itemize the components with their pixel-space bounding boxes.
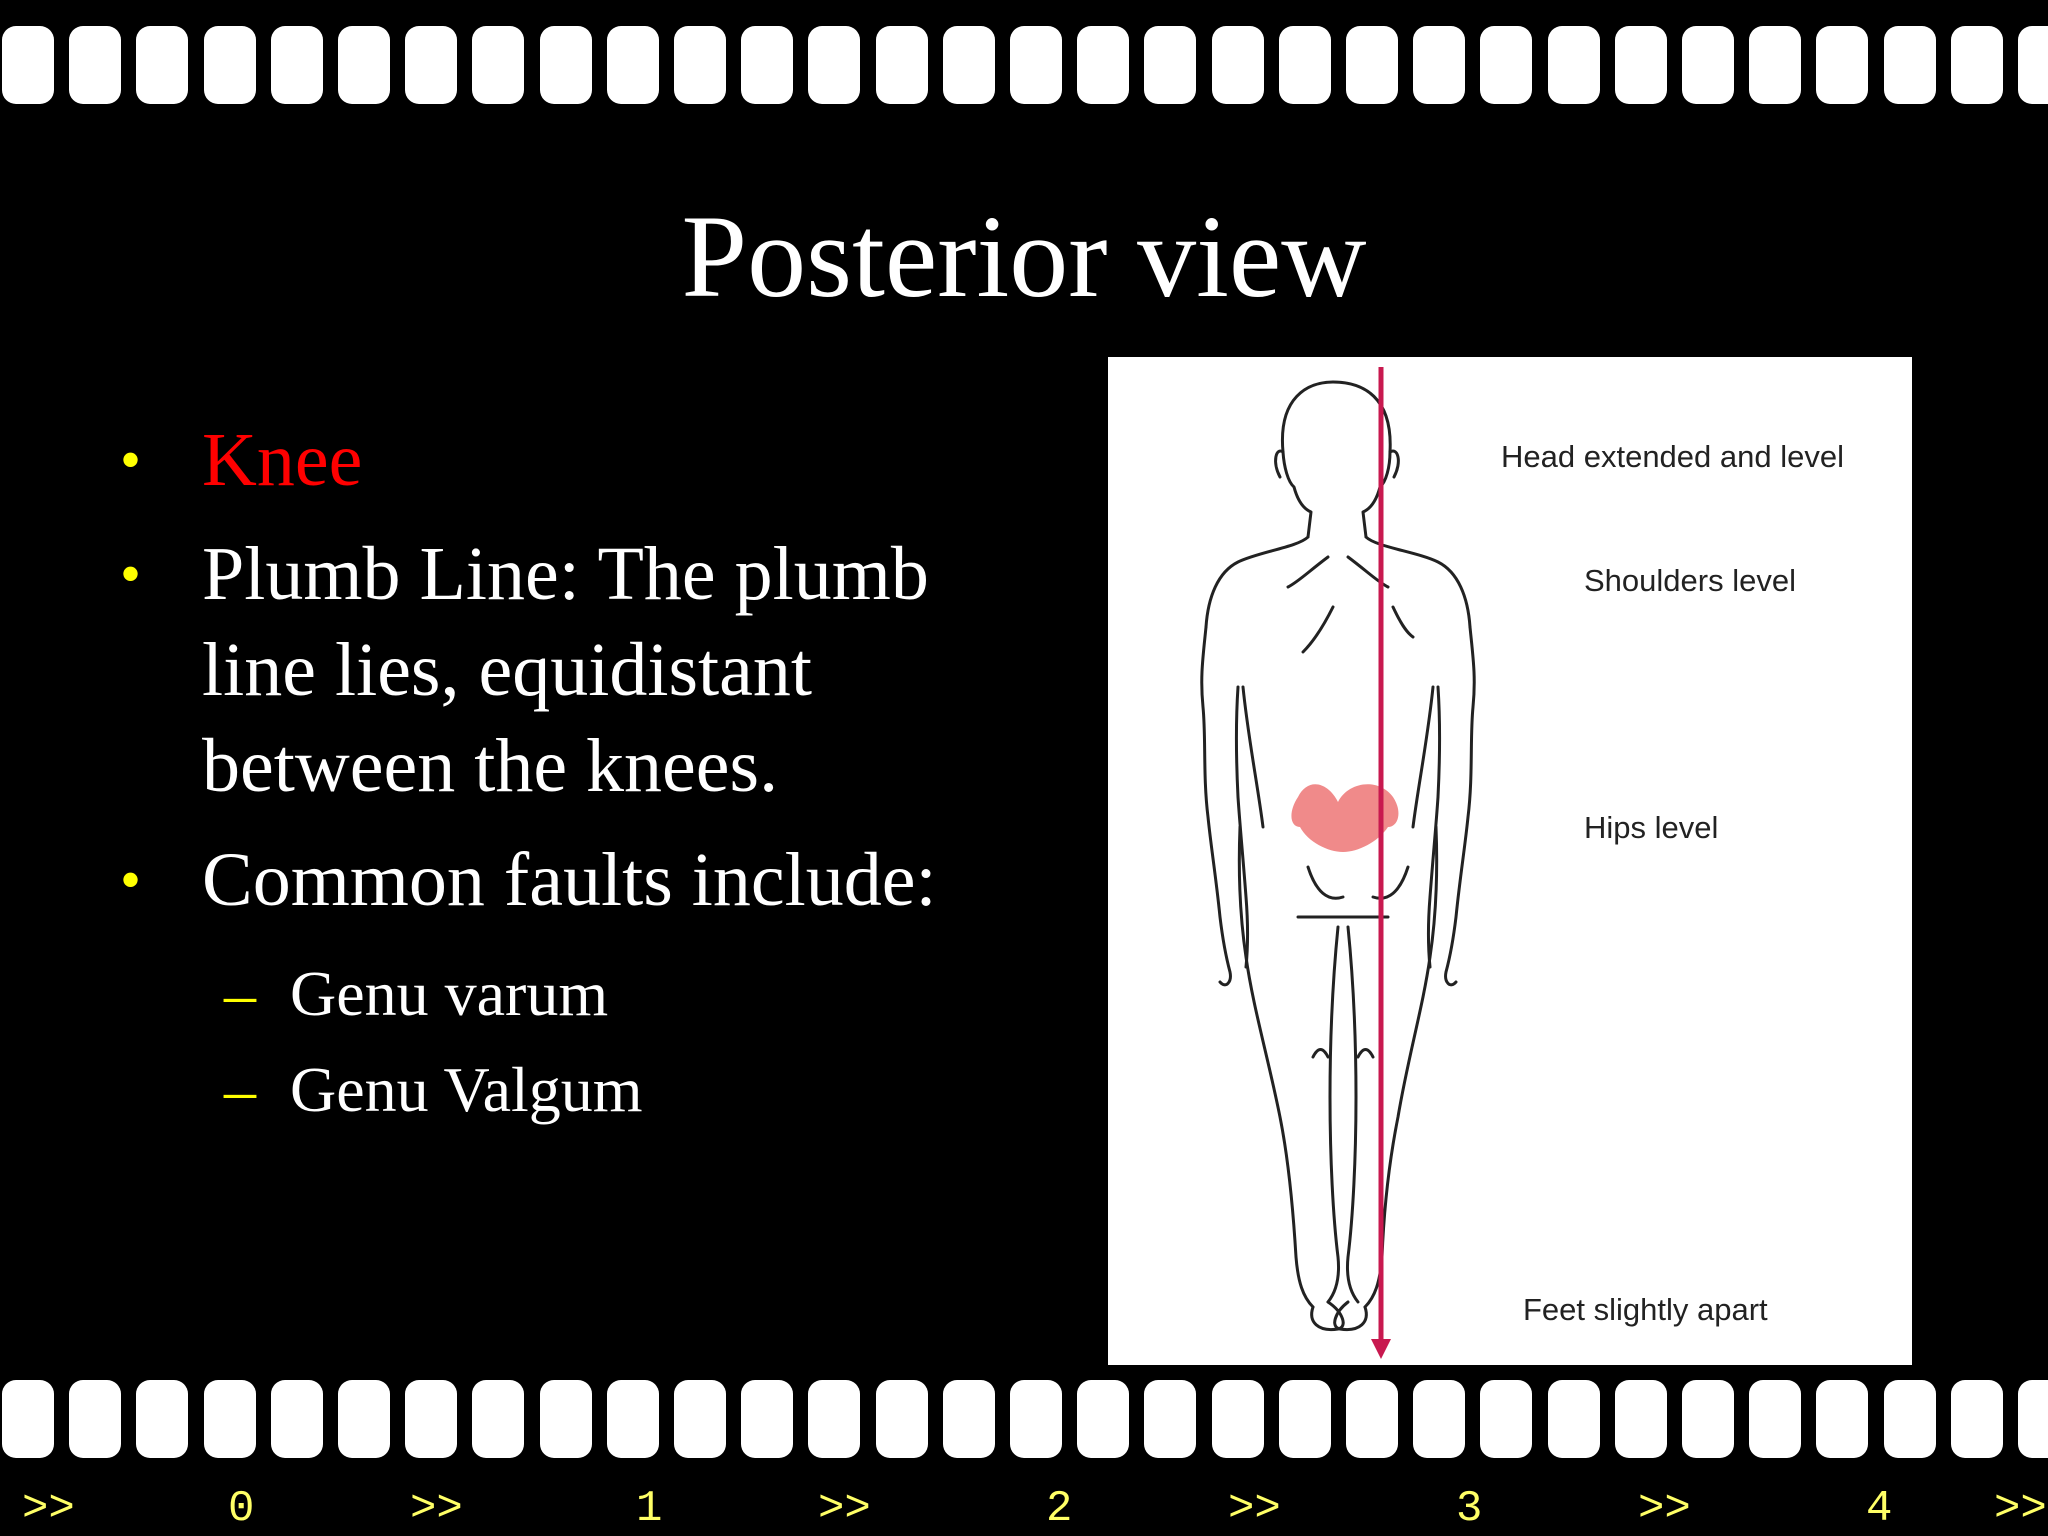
bullet-text: Plumb Line: The plumb line lies, equidistant between the knees. [202, 532, 929, 808]
sprocket-hole [674, 26, 726, 104]
sprocket-hole [1279, 1380, 1331, 1458]
sprocket-hole [1951, 26, 2003, 104]
bullet-item-knee [120, 412, 1020, 508]
sub-bullet-text: Genu Valgum [290, 1054, 643, 1125]
sprocket-hole [1077, 26, 1129, 104]
sprocket-hole [2, 26, 54, 104]
plumb-line-arrowhead [1371, 1339, 1391, 1359]
sub-bullet-genu-valgum [120, 1042, 1020, 1138]
sprocket-hole [2018, 26, 2048, 104]
counter-number: 2 [1046, 1484, 1073, 1534]
body-outline [1202, 382, 1474, 1330]
bullet-glyph: • [120, 427, 142, 493]
counter-arrow: >> [1638, 1484, 1691, 1534]
counter-arrow: >> [1228, 1484, 1281, 1534]
sprocket-hole [741, 1380, 793, 1458]
sprocket-hole [1548, 1380, 1600, 1458]
sprocket-hole [674, 1380, 726, 1458]
sprocket-hole [540, 26, 592, 104]
slide-title: Posterior view [681, 191, 1367, 322]
label-hips: Hips level [1584, 810, 1719, 845]
sub-bullet-text: Genu varum [290, 958, 609, 1029]
sprocket-hole [1816, 26, 1868, 104]
sprocket-hole [1884, 1380, 1936, 1458]
sprocket-hole [943, 26, 995, 104]
film-strip-top [0, 26, 2048, 106]
posture-figure [1108, 357, 1912, 1365]
bullet-list [120, 412, 1020, 1138]
sprocket-hole [136, 1380, 188, 1458]
sprocket-hole [1749, 26, 1801, 104]
sprocket-hole [204, 1380, 256, 1458]
sprocket-hole [808, 1380, 860, 1458]
sprocket-hole [1144, 1380, 1196, 1458]
sub-bullet-genu-varum [120, 946, 1020, 1042]
sprocket-hole [1480, 26, 1532, 104]
sprocket-hole [1413, 1380, 1465, 1458]
sprocket-hole [876, 1380, 928, 1458]
sprocket-hole [1413, 26, 1465, 104]
sprocket-hole [69, 1380, 121, 1458]
label-shoulders: Shoulders level [1584, 563, 1796, 598]
sprocket-hole [1144, 26, 1196, 104]
sprocket-hole [472, 26, 524, 104]
bullet-text: Knee [202, 418, 363, 502]
sprocket-hole [1615, 26, 1667, 104]
sprocket-hole [1212, 26, 1264, 104]
sprocket-hole [2018, 1380, 2048, 1458]
sprocket-hole [1615, 1380, 1667, 1458]
counter-number: 4 [1866, 1484, 1893, 1534]
sprocket-hole [741, 26, 793, 104]
sprocket-hole [607, 1380, 659, 1458]
counter-arrow: >> [1994, 1484, 2047, 1534]
sprocket-hole [204, 26, 256, 104]
sprocket-hole [69, 26, 121, 104]
sprocket-hole [1816, 1380, 1868, 1458]
bullet-item-plumb-line [120, 526, 1020, 814]
sprocket-hole [1548, 26, 1600, 104]
sprocket-hole [405, 26, 457, 104]
sprocket-hole [2, 1380, 54, 1458]
bullet-glyph: • [120, 847, 142, 913]
sprocket-hole [338, 1380, 390, 1458]
sprocket-hole [1010, 26, 1062, 104]
counter-arrow: >> [410, 1484, 463, 1534]
sprocket-hole [271, 26, 323, 104]
label-head: Head extended and level [1501, 439, 1844, 474]
sprocket-hole [607, 26, 659, 104]
sprocket-hole [1212, 1380, 1264, 1458]
sprocket-hole [876, 26, 928, 104]
sprocket-hole [1346, 26, 1398, 104]
label-feet: Feet slightly apart [1523, 1292, 1768, 1327]
counter-number: 3 [1456, 1484, 1483, 1534]
sprocket-hole [136, 26, 188, 104]
sprocket-hole [1749, 1380, 1801, 1458]
sprocket-hole [405, 1380, 457, 1458]
bullet-item-common-faults [120, 832, 1020, 928]
sprocket-hole [1279, 26, 1331, 104]
dash-glyph: – [224, 1054, 256, 1125]
sprocket-hole [808, 26, 860, 104]
body-outline-illustration [1108, 357, 1912, 1365]
sprocket-hole [1951, 1380, 2003, 1458]
frame-counter [0, 1484, 2048, 1536]
film-strip-bottom [0, 1380, 2048, 1460]
counter-number: 1 [636, 1484, 663, 1534]
bullet-glyph: • [120, 541, 142, 607]
counter-arrow: >> [22, 1484, 75, 1534]
sprocket-hole [540, 1380, 592, 1458]
sprocket-hole [1346, 1380, 1398, 1458]
sprocket-hole [1077, 1380, 1129, 1458]
sprocket-hole [1682, 26, 1734, 104]
bullet-text: Common faults include: [202, 838, 937, 922]
sprocket-hole [338, 26, 390, 104]
sprocket-hole [1884, 26, 1936, 104]
dash-glyph: – [224, 958, 256, 1029]
sprocket-hole [943, 1380, 995, 1458]
sprocket-hole [1480, 1380, 1532, 1458]
sprocket-hole [1010, 1380, 1062, 1458]
counter-number: 0 [228, 1484, 255, 1534]
sprocket-hole [1682, 1380, 1734, 1458]
sprocket-hole [472, 1380, 524, 1458]
counter-arrow: >> [818, 1484, 871, 1534]
sprocket-hole [271, 1380, 323, 1458]
